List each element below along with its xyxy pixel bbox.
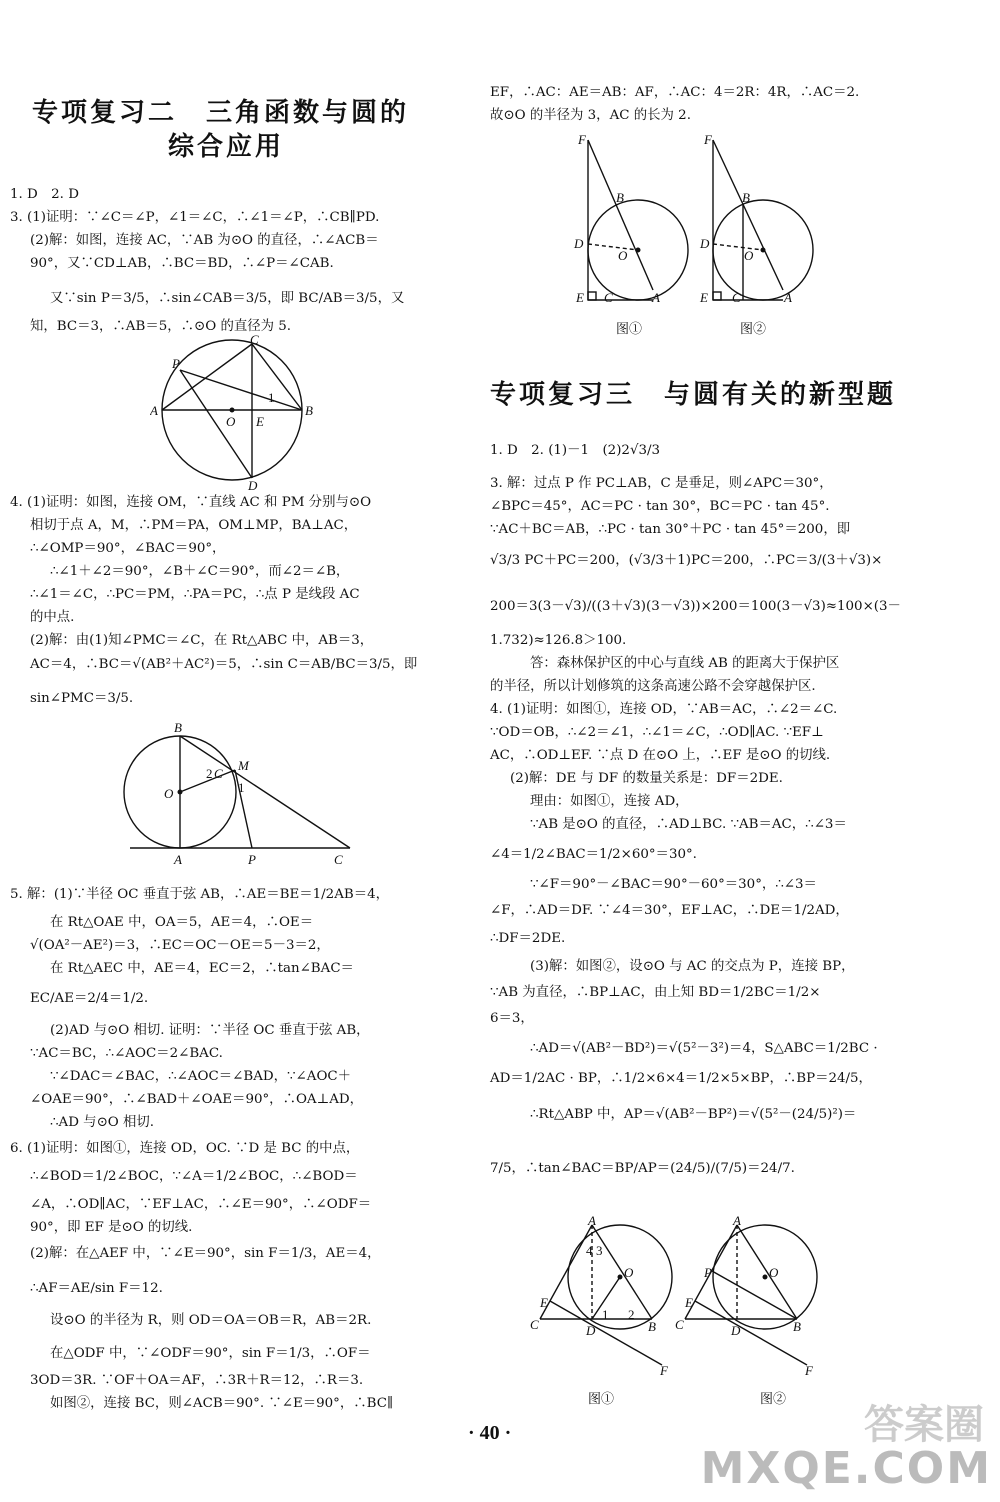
answer-line: EC/AE＝2/4＝1/2. (30, 991, 149, 1006)
answer-line: 1. D 2. (1)－1 (2)2√3/3 (490, 443, 661, 458)
svg-text:F: F (660, 1363, 668, 1378)
svg-text:O: O (164, 786, 174, 801)
figure-problem-4 (110, 718, 360, 868)
answer-line: ∵AB 为直径，∴BP⊥AC，由上知 BD＝1/2BC＝1/2× (490, 985, 821, 1000)
answer-line: ∵∠DAC＝∠BAC，∴∠AOC＝∠BAD，∵∠AOC＋ (50, 1069, 352, 1084)
svg-text:C: C (214, 766, 223, 781)
answer-line: ∴∠OMP＝90°，∠BAC＝90°， (30, 541, 226, 556)
answer-line: ∴AD 与⊙O 相切. (50, 1115, 155, 1130)
answer-line: ∵OD＝OB，∴∠2＝∠1，∴∠1＝∠C，∴OD∥AC. ∵EF⊥ (490, 725, 824, 740)
svg-text:D: D (574, 236, 584, 251)
answer-line: (2)解：如图，连接 AC，∵AB 为⊙O 的直径，∴∠ACB＝ (30, 233, 379, 248)
svg-text:C: C (604, 290, 613, 305)
answer-line: 的半径，所以计划修筑的这条高速公路不会穿越保护区. (490, 679, 816, 694)
answer-line: 设⊙O 的半径为 R，则 OD＝OA＝OB＝R，AB＝2R. (50, 1313, 372, 1328)
svg-text:D: D (700, 236, 710, 251)
answer-line: 1. D 2. D (10, 187, 79, 202)
answer-line: 1.732)≈126.8＞100. (490, 633, 627, 648)
figure-problem-6 (568, 130, 848, 310)
svg-text:D: D (586, 1323, 596, 1338)
answer-line: 7/5，∴tan∠BAC＝BP/AP＝(24/5)/(7/5)＝24/7. (490, 1161, 795, 1176)
answer-line: ∴DF＝2DE. (490, 931, 566, 946)
answer-line: √3/3 PC＋PC＝200，(√3/3＋1)PC＝200，∴PC＝3/(3＋√3)× (490, 553, 883, 568)
answer-line: ∴∠1＋∠2＝90°，∠B＋∠C＝90°，而∠2＝∠B， (50, 564, 350, 579)
answer-line: ∴∠BOD＝1/2∠BOC，∵∠A＝1/2∠BOC，∴∠BOD＝ (30, 1169, 358, 1184)
svg-text:1: 1 (602, 1307, 609, 1322)
svg-text:O: O (744, 248, 754, 263)
svg-text:3: 3 (596, 1243, 603, 1258)
svg-text:C: C (732, 290, 741, 305)
answer-line: 故⊙O 的半径为 3，AC 的长为 2. (490, 108, 691, 123)
svg-text:A: A (652, 290, 660, 305)
watermark-top: 答案圈 (864, 1402, 984, 1448)
svg-text:O: O (226, 414, 236, 429)
section-title-3: 专项复习三 与圆有关的新型题 (490, 380, 897, 410)
svg-text:F: F (805, 1363, 813, 1378)
svg-text:1: 1 (238, 780, 245, 795)
answer-line: 在△ODF 中，∵∠ODF＝90°，sin F＝1/3，∴OF＝ (50, 1346, 371, 1361)
answer-line: 相切于点 A，M，∴PM＝PA，OM⊥MP，BA⊥AC， (30, 518, 358, 533)
svg-text:C: C (530, 1317, 539, 1332)
figure-caption: 图② (740, 322, 767, 337)
svg-text:F: F (578, 132, 586, 147)
answer-line: ∵AC＋BC＝AB，∴PC · tan 30°＋PC · tan 45°＝200，即 (490, 522, 851, 537)
answer-line: 200＝3(3－√3)/((3＋√3)(3－√3))×200＝100(3－√3)≈100×(3－ (490, 599, 901, 614)
section-title-2-line2: 综合应用 (168, 132, 285, 162)
answer-line: 在 Rt△AEC 中，AE＝4，EC＝2，∴tan∠BAC＝ (50, 961, 354, 976)
answer-line: 理由：如图①，连接 AD， (530, 794, 689, 809)
answer-line: ∴AD＝√(AB²－BD²)＝√(5²－3²)＝4，S△ABC＝1/2BC · (530, 1041, 878, 1056)
answer-line: 答：森林保护区的中心与直线 AB 的距离大于保护区 (530, 656, 840, 671)
answer-line: ∴AF＝AE/sin F＝12. (30, 1281, 163, 1296)
svg-text:4: 4 (586, 1243, 593, 1258)
answer-line: (2)解：由(1)知∠PMC＝∠C，在 Rt△ABC 中，AB＝3， (30, 633, 374, 648)
svg-text:A: A (150, 403, 158, 418)
svg-text:B: B (174, 720, 182, 735)
figure-problem-3 (150, 332, 320, 492)
answer-line: 90°，即 EF 是⊙O 的切线. (30, 1220, 193, 1235)
svg-text:B: B (793, 1319, 801, 1334)
section-title-2-line1: 专项复习二 三角函数与圆的 (32, 98, 410, 128)
answer-line: 如图②，连接 BC，则∠ACB＝90°. ∵∠E＝90°，∴BC∥ (50, 1396, 394, 1411)
page-number: · 40 · (468, 1422, 512, 1444)
answer-line: 90°，又∵CD⊥AB，∴BC＝BD，∴∠P＝∠CAB. (30, 256, 334, 271)
svg-text:A: A (588, 1215, 596, 1228)
svg-text:2: 2 (206, 766, 213, 781)
answer-line: sin∠PMC＝3/5. (30, 691, 134, 706)
answer-line: ∵AC＝BC，∴∠AOC＝2∠BAC. (30, 1046, 223, 1061)
svg-text:P: P (704, 1265, 712, 1280)
svg-text:C: C (250, 332, 259, 347)
figure-caption: 图① (588, 1392, 615, 1407)
svg-text:D: D (248, 478, 258, 492)
answer-line: ∠BPC＝45°，AC＝PC · tan 30°，BC＝PC · tan 45°. (490, 499, 830, 514)
answer-line: √(OA²－AE²)＝3，∴EC＝OC－OE＝5－3＝2， (30, 938, 330, 953)
answer-line: 5. 解：(1)∵半径 OC 垂直于弦 AB，∴AE＝BE＝1/2AB＝4， (10, 887, 390, 902)
answer-line: AC，∴OD⊥EF. ∵点 D 在⊙O 上，∴EF 是⊙O 的切线. (490, 748, 831, 763)
svg-text:E: E (256, 414, 264, 429)
svg-text:A: A (174, 852, 182, 867)
answer-line: (2)解：在△AEF 中，∵∠E＝90°，sin F＝1/3，AE＝4， (30, 1246, 381, 1261)
svg-text:A: A (784, 290, 792, 305)
figure-caption: 图② (760, 1392, 787, 1407)
svg-text:A: A (733, 1215, 741, 1228)
svg-text:B: B (616, 190, 624, 205)
answer-line: 又∵sin P＝3/5，∴sin∠CAB＝3/5，即 BC/AB＝3/5，又 (50, 291, 405, 306)
answer-line: ∴Rt△ABP 中，AP＝√(AB²－BP²)＝√(5²－(24/5)²)＝ (530, 1107, 857, 1122)
answer-line: 3. 解：过点 P 作 PC⊥AB，C 是垂足，则∠APC＝30°， (490, 476, 833, 491)
svg-text:E: E (700, 290, 708, 305)
answer-line: 知，BC＝3，∴AB＝5，∴⊙O 的直径为 5. (30, 319, 292, 334)
figure-problem-4-new (530, 1215, 860, 1385)
answer-line: (2)解：DE 与 DF 的数量关系是：DF＝2DE. (510, 771, 783, 786)
answer-line: 3OD＝3R. ∵OF＋OA＝AF，∴3R＋R＝12，∴R＝3. (30, 1373, 364, 1388)
svg-text:F: F (704, 132, 712, 147)
answer-line: 4. (1)证明：如图①，连接 OD，∵AB＝AC，∴∠2＝∠C. (490, 702, 838, 717)
answer-line: ∠OAE＝90°，∴∠BAD＋∠OAE＝90°，∴OA⊥AD， (30, 1092, 363, 1107)
answer-line: ∴∠1＝∠C，∴PC＝PM，∴PA＝PC，∴点 P 是线段 AC (30, 587, 360, 602)
answer-line: 6. (1)证明：如图①，连接 OD，OC. ∵D 是 BC 的中点， (10, 1141, 360, 1156)
svg-text:O: O (769, 1265, 779, 1280)
svg-text:O: O (624, 1265, 634, 1280)
figure-caption: 图① (616, 322, 643, 337)
svg-text:M: M (238, 758, 249, 773)
svg-text:B: B (305, 403, 313, 418)
answer-line: (2)AD 与⊙O 相切. 证明：∵半径 OC 垂直于弦 AB， (50, 1023, 370, 1038)
svg-text:2: 2 (628, 1307, 635, 1322)
svg-text:D: D (731, 1323, 741, 1338)
answer-line: 3. (1)证明：∵∠C＝∠P，∠1＝∠C，∴∠1＝∠P，∴CB∥PD. (10, 210, 380, 225)
answer-line: ∵∠F＝90°－∠BAC＝90°－60°＝30°，∴∠3＝ (530, 877, 817, 892)
watermark: MXQE.COM (700, 1443, 992, 1494)
answer-line: ∠A，∴OD∥AC，∵EF⊥AC，∴∠E＝90°，∴∠ODF＝ (30, 1197, 372, 1212)
svg-text:B: B (742, 190, 750, 205)
answer-line: ∠F，∴AD＝DF. ∵∠4＝30°，EF⊥AC，∴DE＝1/2AD， (490, 903, 849, 918)
answer-line: AC＝4，∴BC＝√(AB²＋AC²)＝5，∴sin C＝AB/BC＝3/5，即 (30, 657, 418, 672)
answer-line: EF，∴AC：AE＝AB：AF，∴AC：4＝2R：4R，∴AC＝2. (490, 85, 860, 100)
svg-text:E: E (576, 290, 584, 305)
svg-text:1: 1 (268, 390, 275, 405)
answer-line: ∵AB 是⊙O 的直径，∴AD⊥BC. ∵AB＝AC，∴∠3＝ (530, 817, 847, 832)
svg-text:E: E (540, 1295, 548, 1310)
svg-text:C: C (675, 1317, 684, 1332)
svg-text:B: B (648, 1319, 656, 1334)
answer-line: 的中点. (30, 610, 75, 625)
answer-line: (3)解：如图②，设⊙O 与 AC 的交点为 P，连接 BP， (530, 959, 855, 974)
answer-line: AD＝1/2AC · BP，∴1/2×6×4＝1/2×5×BP，∴BP＝24/5， (490, 1071, 872, 1086)
answer-line: 4. (1)证明：如图，连接 OM，∵直线 AC 和 PM 分别与⊙O (10, 495, 372, 510)
svg-text:P: P (172, 356, 180, 371)
svg-text:C: C (334, 852, 343, 867)
answer-line: 6＝3， (490, 1011, 534, 1026)
svg-text:E: E (685, 1295, 693, 1310)
answer-line: 在 Rt△OAE 中，OA＝5，AE＝4，∴OE＝ (50, 915, 314, 930)
svg-text:O: O (618, 248, 628, 263)
svg-text:P: P (248, 852, 256, 867)
answer-line: ∠4＝1/2∠BAC＝1/2×60°＝30°. (490, 847, 697, 862)
